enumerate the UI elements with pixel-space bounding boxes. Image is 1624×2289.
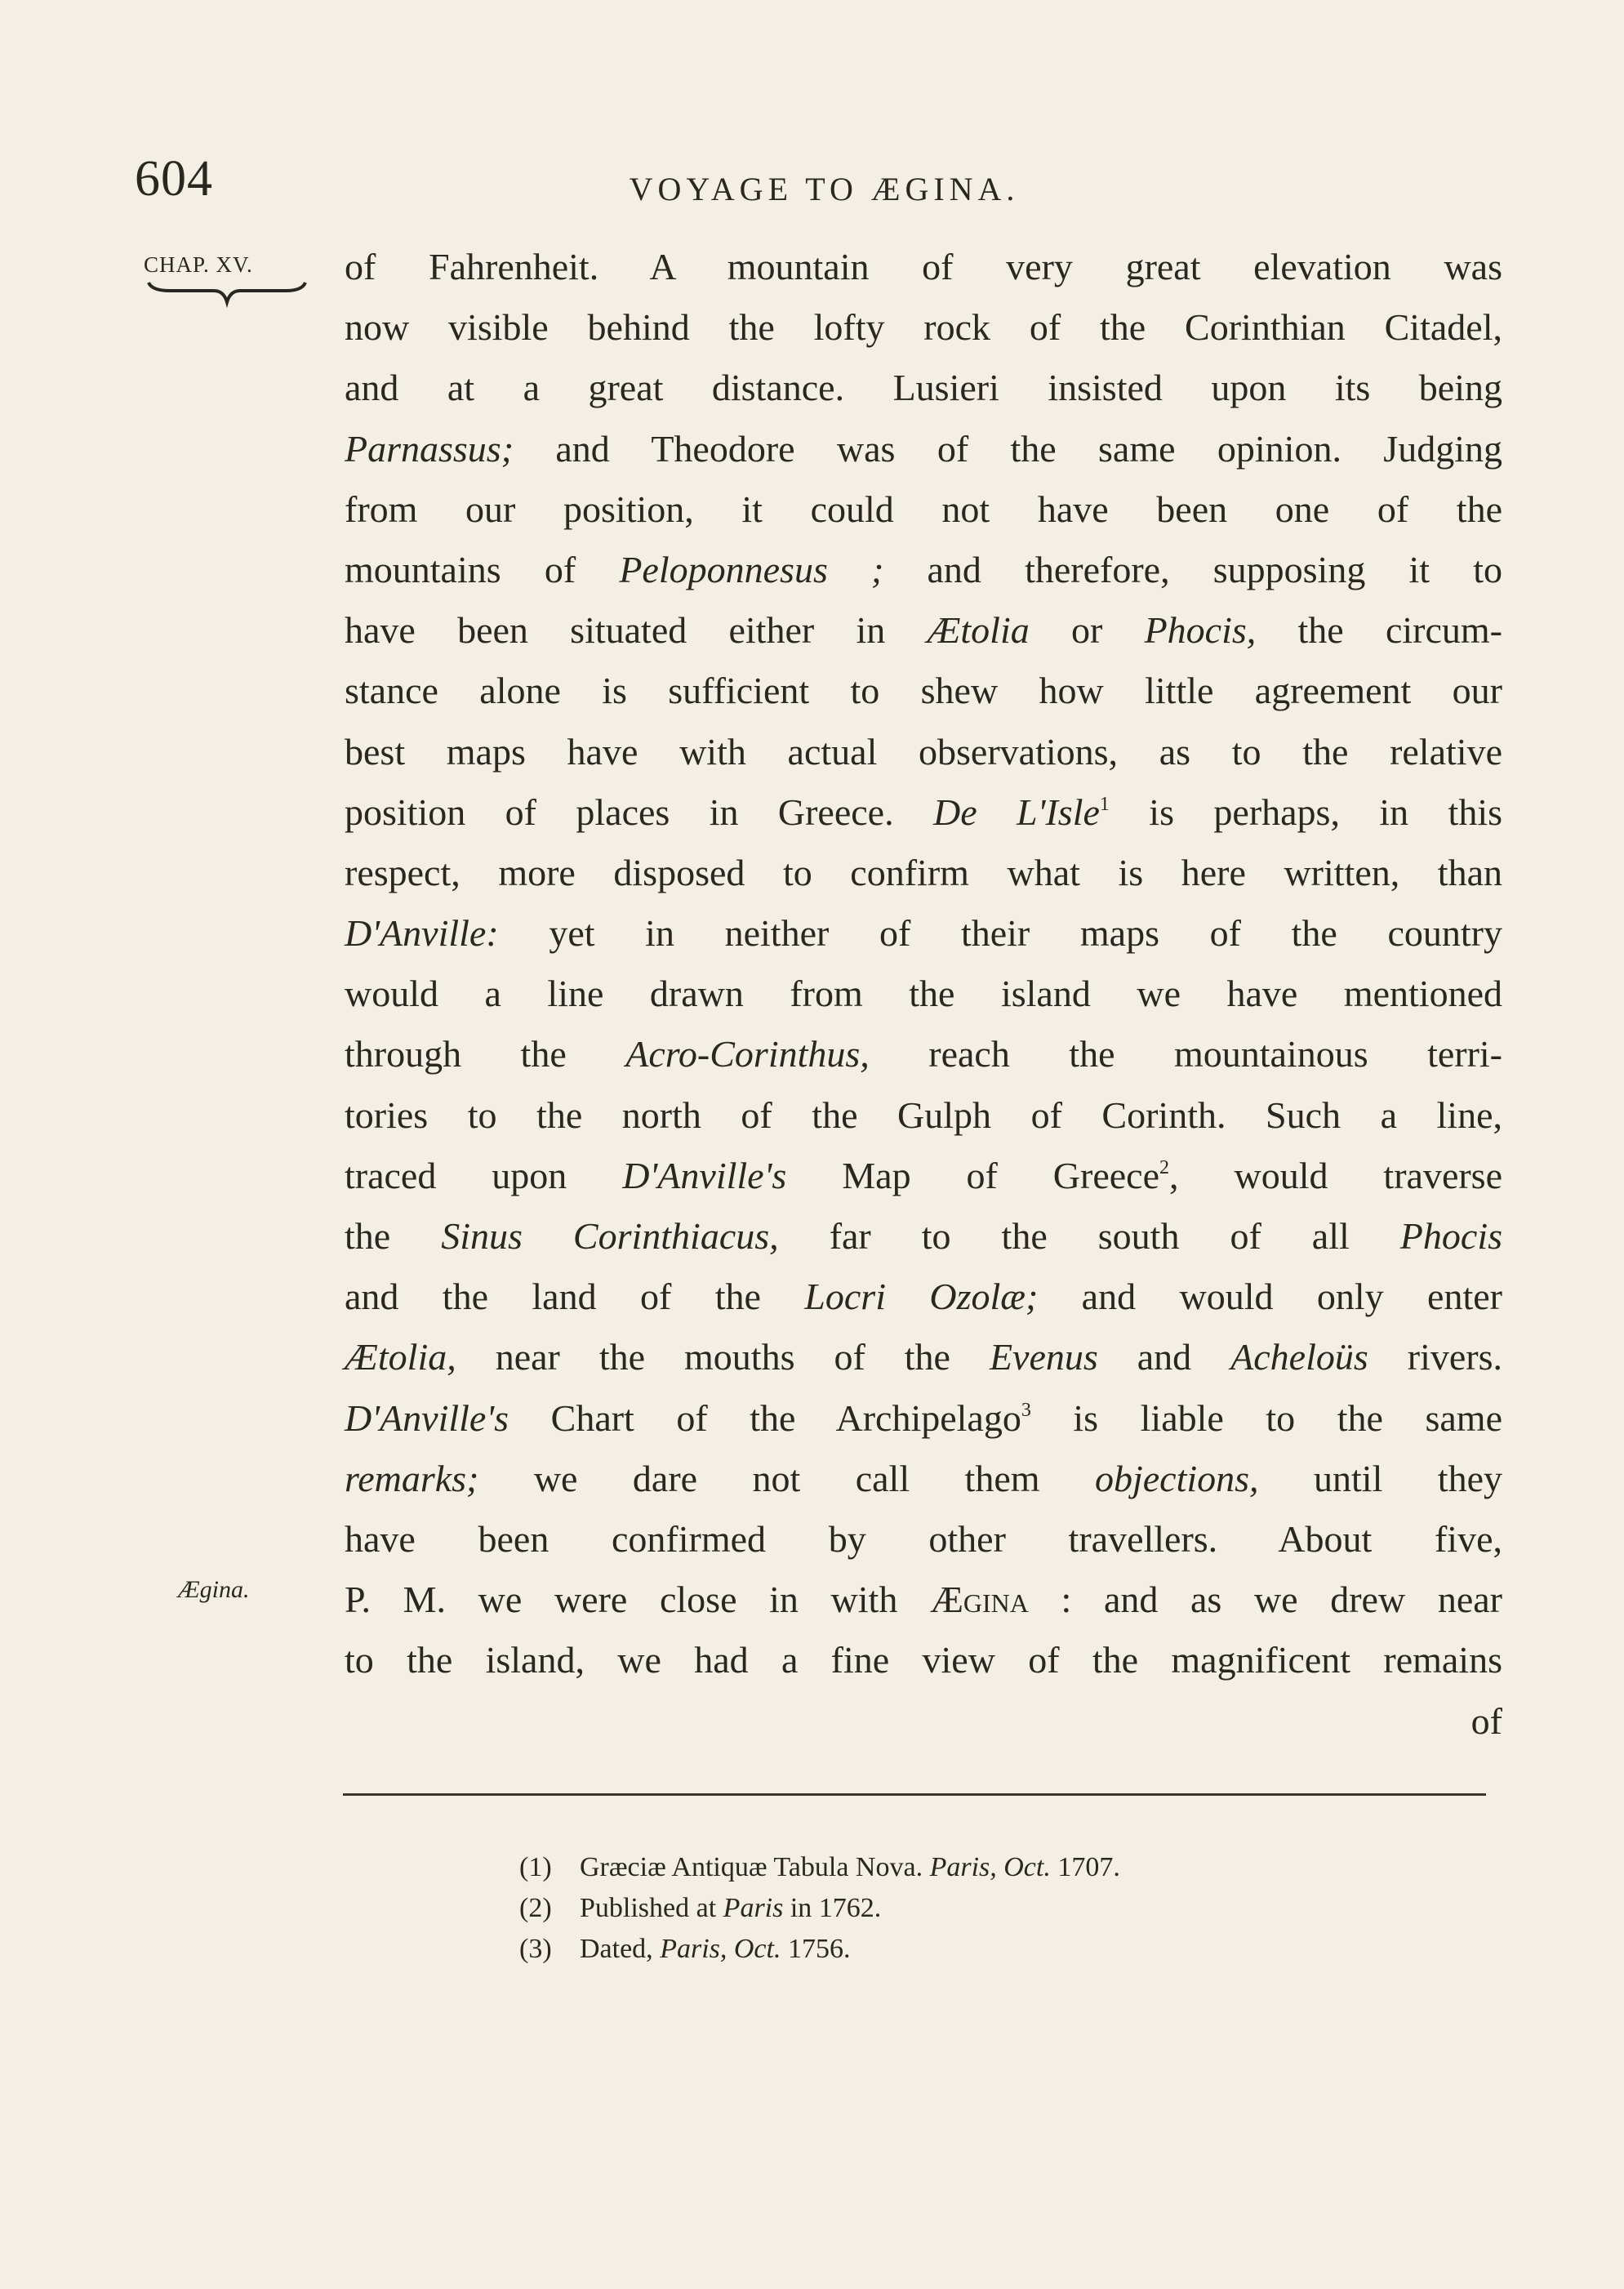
text-run: Chart of the Archipelago [509, 1396, 1021, 1439]
text-line [345, 1267, 1502, 1327]
text-run: near the mouths of the [456, 1336, 990, 1378]
text-run: Ætolia, [345, 1336, 456, 1378]
text-line [345, 358, 1502, 418]
text-run: to the island, we had a fine view of the magnificent remains [345, 1639, 1502, 1681]
text-run: D'Anville: [345, 912, 499, 955]
text-run: the [345, 1215, 442, 1257]
text-run: , would traverse [1169, 1154, 1502, 1196]
text-run: Peloponnesus ; [619, 548, 884, 590]
text-run: Ætolia [927, 609, 1030, 652]
text-run: Acro-Corinthus, [625, 1033, 870, 1075]
body-text [345, 237, 1502, 1752]
text-line [345, 419, 1502, 479]
text-run: Paris, Oct. [929, 1852, 1051, 1882]
text-line [345, 1146, 1502, 1206]
text-run: objections, [1094, 1457, 1259, 1499]
text-run: position of places in Greece. [345, 790, 934, 833]
text-run: and would only enter [1038, 1276, 1502, 1318]
text-run: now visible behind the lofty rock of the Corinthian Citadel, [345, 306, 1502, 349]
text-run: from our position, it could not have been one of the [345, 488, 1502, 530]
text-run: rivers. [1368, 1336, 1502, 1378]
footnote-number: (2) [519, 1893, 552, 1923]
text-line [345, 843, 1502, 903]
text-run: Phocis [1399, 1215, 1502, 1257]
text-run: and the land of the [345, 1276, 805, 1318]
running-title: VOYAGE TO ÆGINA. [629, 171, 1020, 207]
text-run: Map of Greece [786, 1154, 1160, 1196]
text-run: yet in neither of their maps of the country [498, 912, 1502, 955]
text-line [345, 1388, 1502, 1449]
text-line [345, 903, 1502, 964]
text-run: Sinus Corinthiacus, [441, 1215, 779, 1257]
text-run: best maps have with actual observations, as to the relative [345, 730, 1502, 773]
text-run: Parnassus; [345, 427, 514, 470]
text-line [345, 600, 1502, 661]
text-run: we were close in with [446, 1579, 930, 1621]
footnote-reference: 3 [1021, 1399, 1031, 1421]
text-run: is perhaps, in this [1109, 790, 1503, 833]
text-run: D'Anville's [622, 1154, 787, 1196]
text-line [345, 661, 1502, 721]
text-run: : and as we drew near [1028, 1579, 1502, 1621]
text-run: 1707. [1050, 1852, 1120, 1882]
text-line [345, 479, 1502, 540]
text-run: reach the mountainous terri- [869, 1033, 1502, 1075]
text-run: traced upon [345, 1154, 623, 1196]
text-run: Phocis, [1144, 609, 1257, 652]
text-line [345, 1206, 1502, 1267]
text-run: P. M. [345, 1579, 447, 1621]
text-run: is liable to the same [1030, 1396, 1502, 1439]
text-line [345, 1509, 1502, 1570]
text-run: have been confirmed by other travellers. About five, [345, 1517, 1502, 1560]
text-run: and [1097, 1336, 1231, 1378]
footnote-number: (3) [519, 1934, 552, 1964]
footnote-reference: 2 [1159, 1156, 1170, 1178]
footnote-number: (1) [519, 1852, 552, 1882]
text-run: until they [1258, 1457, 1502, 1499]
text-line [345, 722, 1502, 782]
text-line [345, 1085, 1502, 1146]
text-line [345, 964, 1502, 1024]
text-run: Paris [723, 1893, 784, 1923]
text-run: would a line drawn from the island we have mentioned [345, 973, 1502, 1015]
text-run: remarks; [345, 1457, 479, 1499]
text-run: 1756. [781, 1934, 851, 1964]
footnotes [519, 1847, 1417, 1970]
text-run: mountains of [345, 548, 620, 590]
text-run: Ægina [929, 1579, 1029, 1621]
text-run: have been situated either in [345, 609, 928, 652]
footnote [519, 1888, 1417, 1929]
footnote-reference: 1 [1099, 793, 1110, 815]
text-line [345, 1024, 1502, 1084]
text-run: De L'Isle [933, 790, 1100, 833]
text-line [345, 1327, 1502, 1387]
footnote [519, 1929, 1417, 1970]
text-run: in 1762. [783, 1893, 882, 1923]
text-line [345, 297, 1502, 358]
text-run: or [1029, 609, 1145, 652]
footnote [519, 1847, 1417, 1888]
text-line [345, 237, 1502, 297]
text-run: Græciæ Antiquæ Tabula Nova. [580, 1852, 930, 1882]
text-run: Published at [580, 1893, 723, 1923]
text-run: we dare not call them [478, 1457, 1095, 1499]
text-line [345, 1630, 1502, 1690]
text-run: of Fahrenheit. A mountain of very great elevation was [345, 246, 1502, 287]
text-run: tories to the north of the Gulph of Corinth. Such a line, [345, 1093, 1502, 1136]
text-run: Acheloüs [1230, 1336, 1368, 1378]
text-run: of [1470, 1699, 1502, 1742]
text-run: and at a great distance. Lusieri insisted upon its being [345, 367, 1502, 409]
text-run: D'Anville's [345, 1396, 509, 1439]
text-run: far to the south of all [778, 1215, 1400, 1257]
text-line [345, 1570, 1502, 1630]
text-run: and Theodore was of the same opinion. Judging [514, 427, 1502, 470]
text-run: Paris, Oct. [660, 1934, 781, 1964]
footnote-rule [343, 1793, 1486, 1796]
text-run: Evenus [989, 1336, 1098, 1378]
brace-ornament-icon [145, 279, 309, 309]
text-run: stance alone is sufficient to shew how little agreement our [345, 670, 1502, 712]
text-line [345, 782, 1502, 843]
text-run: respect, more disposed to confirm what is here written, than [345, 851, 1502, 893]
side-note: Ægina. [178, 1576, 250, 1603]
page-number: 604 [135, 151, 213, 207]
text-run: Locri Ozolæ; [804, 1276, 1039, 1318]
chapter-marker: CHAP. XV. [144, 252, 253, 277]
text-run: Dated, [580, 1934, 661, 1964]
text-line [345, 1449, 1502, 1509]
text-run: through the [345, 1033, 626, 1075]
text-line [345, 1691, 1502, 1752]
text-line [345, 540, 1502, 600]
text-run: the circum- [1256, 609, 1502, 652]
text-run: and therefore, supposing it to [883, 548, 1503, 590]
